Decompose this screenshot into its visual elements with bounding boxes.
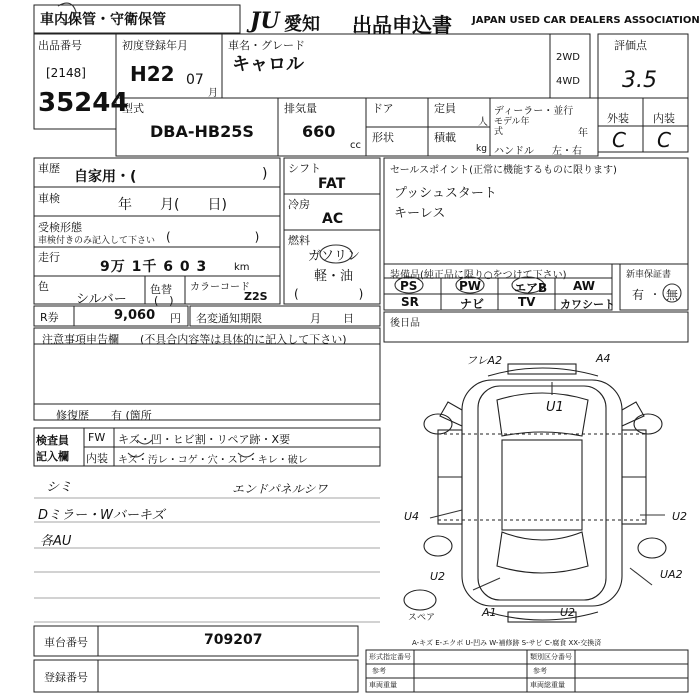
recycle-label: R券 xyxy=(40,311,59,324)
sales-point-label: セールスポイント(正常に機能するものに限ります) xyxy=(390,165,617,176)
name-change-label: 名変通知期限 xyxy=(196,312,262,325)
capacity-unit: 人 xyxy=(478,117,488,128)
warranty-yes: 有 xyxy=(632,288,645,302)
equipment-label: 装備品(純正品に限り○をつけて下さい) xyxy=(390,270,567,281)
inherit-label: 受検形態 xyxy=(38,221,82,234)
diagram-mark: U2 xyxy=(560,606,576,619)
class-label: 類別区分番号 xyxy=(530,653,572,661)
model-value: DBA-HB25S xyxy=(150,122,254,141)
handwritten-note: 各AU xyxy=(40,534,72,549)
equip-navi: ナビ xyxy=(460,297,485,311)
diagram-mark: U2 xyxy=(430,570,446,583)
diagram-mark: A1 xyxy=(482,606,497,619)
registration-month: 07 xyxy=(186,72,204,88)
notes-label: 注意事項申告欄 xyxy=(42,333,119,346)
fuel-paren: ( ) xyxy=(294,287,364,301)
repair-history: 修復歴 有 (箇所 xyxy=(56,409,152,422)
drive-2wd: 2WD xyxy=(556,52,580,63)
diagram-mark: U1 xyxy=(546,400,564,415)
lot-number: 35244 xyxy=(38,88,129,118)
cooler-value: AC xyxy=(322,211,344,227)
exterior-label: 外装 xyxy=(607,112,629,125)
color-code-label: カラーコード xyxy=(190,282,250,293)
form-title: 出品申込書 xyxy=(352,13,452,37)
remarks-label: 後日品 xyxy=(390,318,420,329)
score-label: 評価点 xyxy=(614,39,647,52)
model-year-unit: 年 xyxy=(578,128,588,139)
color-code: Z2S xyxy=(244,290,268,303)
ref-label: 参考 xyxy=(533,667,547,675)
mileage-label: 走行 xyxy=(38,251,60,264)
interior-label: 内装 xyxy=(653,112,675,125)
drive-4wd: 4WD xyxy=(556,76,580,87)
diagram-mark: UA2 xyxy=(660,568,683,581)
handle-label: ハンドル xyxy=(494,146,534,157)
logo-place: 愛知 xyxy=(284,14,320,35)
inspector-interior-row: キズ・汚レ・コゲ・穴・スレ・キレ・破レ xyxy=(118,455,308,466)
history-value: 自家用・( xyxy=(74,169,137,185)
history-label: 車歴 xyxy=(38,162,60,175)
inspection-label: 車検 xyxy=(38,192,60,205)
score-value: 3.5 xyxy=(622,68,657,93)
damage-legend: A-キズ E-エクボ U-凹み W-補修跡 S-サビ C-腐食 XX-交換済 xyxy=(412,639,602,647)
inspector-fw-head: FW xyxy=(88,431,106,444)
handwritten-note: Dミラー・Wバーキズ xyxy=(38,508,165,523)
name-change-value: 月 日 xyxy=(310,312,354,325)
spare-label: スペア xyxy=(408,613,436,623)
sales-point-item: キーレス xyxy=(394,206,446,221)
fuel-diesel: 軽・油 xyxy=(314,269,354,284)
registration-year: H22 xyxy=(130,62,175,86)
inherit-paren: ( ) xyxy=(166,230,260,244)
sales-point-item: プッシュスタート xyxy=(394,186,497,201)
door-label: ドア xyxy=(372,102,394,115)
fuel-label: 燃料 xyxy=(288,234,310,247)
exterior-grade: C xyxy=(612,128,626,152)
shape-label: 形状 xyxy=(372,131,394,144)
inspector-interior-head: 内装 xyxy=(86,452,108,465)
mileage-value: 9万 1千 6 0 3 xyxy=(100,259,208,275)
handwritten-note: エンドパネルシワ xyxy=(232,482,328,496)
handwritten-note: シミ xyxy=(46,480,73,495)
notes-sub: (不具合内容等は具体的に記入して下さい) xyxy=(140,333,347,346)
org-name: JAPAN USED CAR DEALERS ASSOCIATION xyxy=(472,15,700,26)
cooler-label: 冷房 xyxy=(288,198,310,211)
model-label: 型式 xyxy=(122,102,144,115)
inspector-label: 検査員 xyxy=(36,434,69,447)
capacity-label: 定員 xyxy=(434,102,456,115)
displacement-unit: cc xyxy=(350,140,361,151)
displacement-label: 排気量 xyxy=(284,102,317,115)
chassis-value: 709207 xyxy=(204,632,263,648)
warranty-label: 新車保証書 xyxy=(626,270,672,280)
displacement-value: 660 xyxy=(302,122,336,141)
inspection-value: 年 月( 日) xyxy=(118,197,227,213)
ju-logo: JU xyxy=(250,8,280,34)
equip-pw: PW xyxy=(459,279,482,293)
color-change-label: 色替 xyxy=(150,283,172,296)
car-name-value: キャロル xyxy=(232,54,304,75)
plate-label: 登録番号 xyxy=(44,671,88,684)
recycle-value: 9,060 xyxy=(114,308,156,323)
chassis-label: 車台番号 xyxy=(44,636,88,649)
equip-tv: TV xyxy=(518,295,536,309)
fuel-gasoline: ガソリン xyxy=(308,249,361,264)
mileage-unit: km xyxy=(234,262,250,273)
lot-label: 出品番号 xyxy=(38,39,82,52)
inspector-entry-label: 記入欄 xyxy=(36,450,69,463)
interior-grade: C xyxy=(657,128,671,152)
color-label: 色 xyxy=(38,280,49,293)
diagram-mark: U4 xyxy=(404,510,420,523)
registration-month-unit: 月 xyxy=(208,88,218,99)
handle-value: 左・右 xyxy=(552,146,582,157)
equip-ps: PS xyxy=(400,279,418,293)
load-label: 積載 xyxy=(434,131,456,144)
load-unit: kg xyxy=(476,144,487,154)
car-name-label: 車名・グレード xyxy=(228,39,305,52)
history-close: ) xyxy=(262,166,268,182)
model-year-label: モデル年式 xyxy=(494,117,530,137)
diagram-mark: A4 xyxy=(596,352,611,365)
recycle-unit: 円 xyxy=(170,312,181,325)
shift-value: FAT xyxy=(318,176,346,192)
diagram-mark: U2 xyxy=(672,510,688,523)
total-weight-label: 車両総重量 xyxy=(530,681,565,689)
dealer-label: ディーラー・並行 xyxy=(494,106,574,117)
warranty-no: 無 xyxy=(666,288,679,302)
color-change-paren: ( ) xyxy=(154,294,174,307)
title-tab: 車内保管・守衛保管 xyxy=(40,12,166,28)
warranty-dot: ・ xyxy=(650,290,660,301)
equip-airbag: エアB xyxy=(514,281,548,295)
color-value: シルバー xyxy=(76,292,127,307)
ref-label: 参考 xyxy=(372,667,386,675)
weight-label: 車両重量 xyxy=(369,681,397,689)
lot-small-code: [2148] xyxy=(46,66,86,80)
inherit-note: 車検付きのみ記入して下さい xyxy=(38,236,156,246)
shift-label: シフト xyxy=(288,162,321,175)
format-label: 形式指定番号 xyxy=(369,653,411,661)
equip-sr: SR xyxy=(401,295,419,309)
inspector-fw-row: キズ・凹・ヒビ割・リペア跡・X要 xyxy=(118,433,291,446)
registration-label: 初度登録年月 xyxy=(122,39,188,52)
equip-aw: AW xyxy=(573,279,595,293)
diagram-mark: フレA2 xyxy=(466,354,503,367)
equip-leather-seat: カワシート xyxy=(560,298,615,311)
